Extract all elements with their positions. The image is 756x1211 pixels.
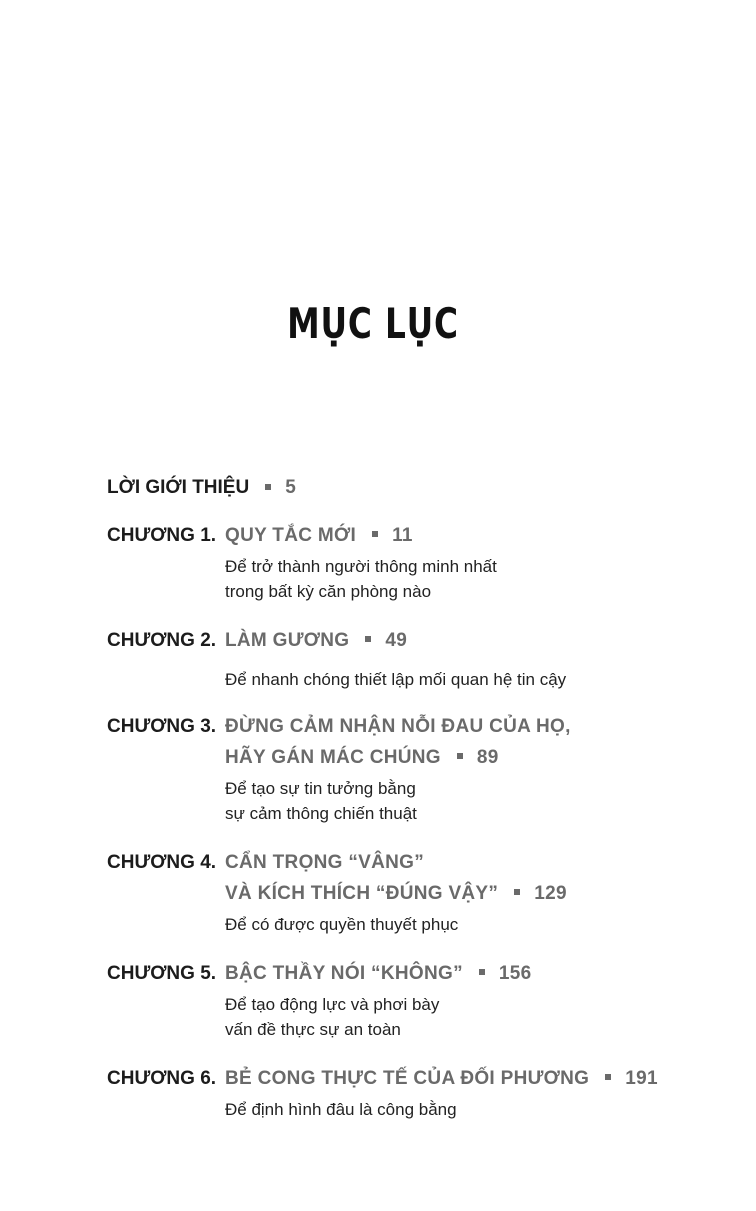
description-line: Để nhanh chóng thiết lập mối quan hệ tin cậy [225, 670, 567, 689]
page-number: 49 [385, 630, 408, 651]
bullet-separator [457, 753, 463, 759]
chapter-body [225, 713, 655, 826]
chapter-title [225, 744, 655, 772]
chapter-title-text: VÀ KÍCH THÍCH “ĐÚNG VẬY” [225, 883, 499, 904]
chapter-title-text: BẺ CONG THỰC TẾ CỦA ĐỐI PHƯƠNG [225, 1068, 590, 1089]
page-number: 191 [625, 1068, 658, 1089]
description-line: sự cảm thông chiến thuật [225, 804, 417, 823]
description-line: Để tạo sự tin tưởng bằng [225, 779, 416, 798]
page-number: 129 [534, 883, 567, 904]
bullet-separator [479, 969, 485, 975]
chapter-description [225, 992, 655, 1042]
chapter-number: CHƯƠNG 2. [107, 630, 217, 651]
chapter-title [225, 1065, 658, 1093]
bullet-separator [605, 1074, 611, 1080]
chapter-title [225, 627, 655, 655]
chapter-title-text: QUY TẮC MỚI [225, 525, 357, 546]
chapter-number: CHƯƠNG 4. [107, 852, 217, 873]
bullet-separator [265, 484, 271, 490]
chapter-title-text: BẬC THẦY NÓI “KHÔNG” [225, 963, 463, 984]
chapter-title-text: HÃY GÁN MÁC CHÚNG [225, 747, 441, 768]
description-line: trong bất kỳ căn phòng nào [225, 582, 432, 601]
page-title: MỤC LỤC [287, 299, 459, 348]
chapter-number: CHƯƠNG 6. [107, 1068, 217, 1089]
page-number: 156 [498, 963, 532, 984]
chapter-description [225, 776, 655, 826]
chapter-description [225, 667, 655, 692]
introduction-label: LỜI GIỚI THIỆU [107, 477, 250, 498]
description-line: vấn đề thực sự an toàn [225, 1020, 401, 1039]
chapter-body [225, 849, 655, 937]
chapter-description [225, 1097, 655, 1122]
toc-entry-introduction[interactable] [107, 474, 296, 502]
chapter-title: CẨN TRỌNG “VÂNG” [225, 852, 425, 873]
description-line: Để tạo động lực và phơi bày [225, 995, 440, 1014]
description-line: Để trở thành người thông minh nhất [225, 557, 497, 576]
chapter-body [225, 627, 655, 692]
bullet-separator [365, 636, 371, 642]
chapter-number: CHƯƠNG 1. [107, 525, 217, 546]
chapter-title-text: LÀM GƯƠNG [225, 630, 350, 651]
chapter-title [225, 522, 655, 550]
chapter-body [225, 1065, 658, 1122]
chapter-number: CHƯƠNG 3. [107, 716, 217, 737]
chapter-title [225, 880, 655, 908]
chapter-title: ĐỪNG CẢM NHẬN NỖI ĐAU CỦA HỌ, [225, 716, 571, 737]
chapter-body [225, 960, 655, 1042]
chapter-number: CHƯƠNG 5. [107, 963, 217, 984]
bullet-separator [514, 889, 520, 895]
page-number: 11 [392, 525, 413, 546]
chapter-description [225, 554, 655, 604]
description-line: Để có được quyền thuyết phục [225, 915, 459, 934]
description-line: Để định hình đâu là công bằng [225, 1100, 457, 1119]
bullet-separator [372, 531, 378, 537]
chapter-body [225, 522, 655, 604]
page-number: 5 [285, 477, 296, 498]
chapter-description [225, 912, 655, 937]
chapter-title [225, 960, 655, 988]
page-number: 89 [476, 747, 499, 768]
